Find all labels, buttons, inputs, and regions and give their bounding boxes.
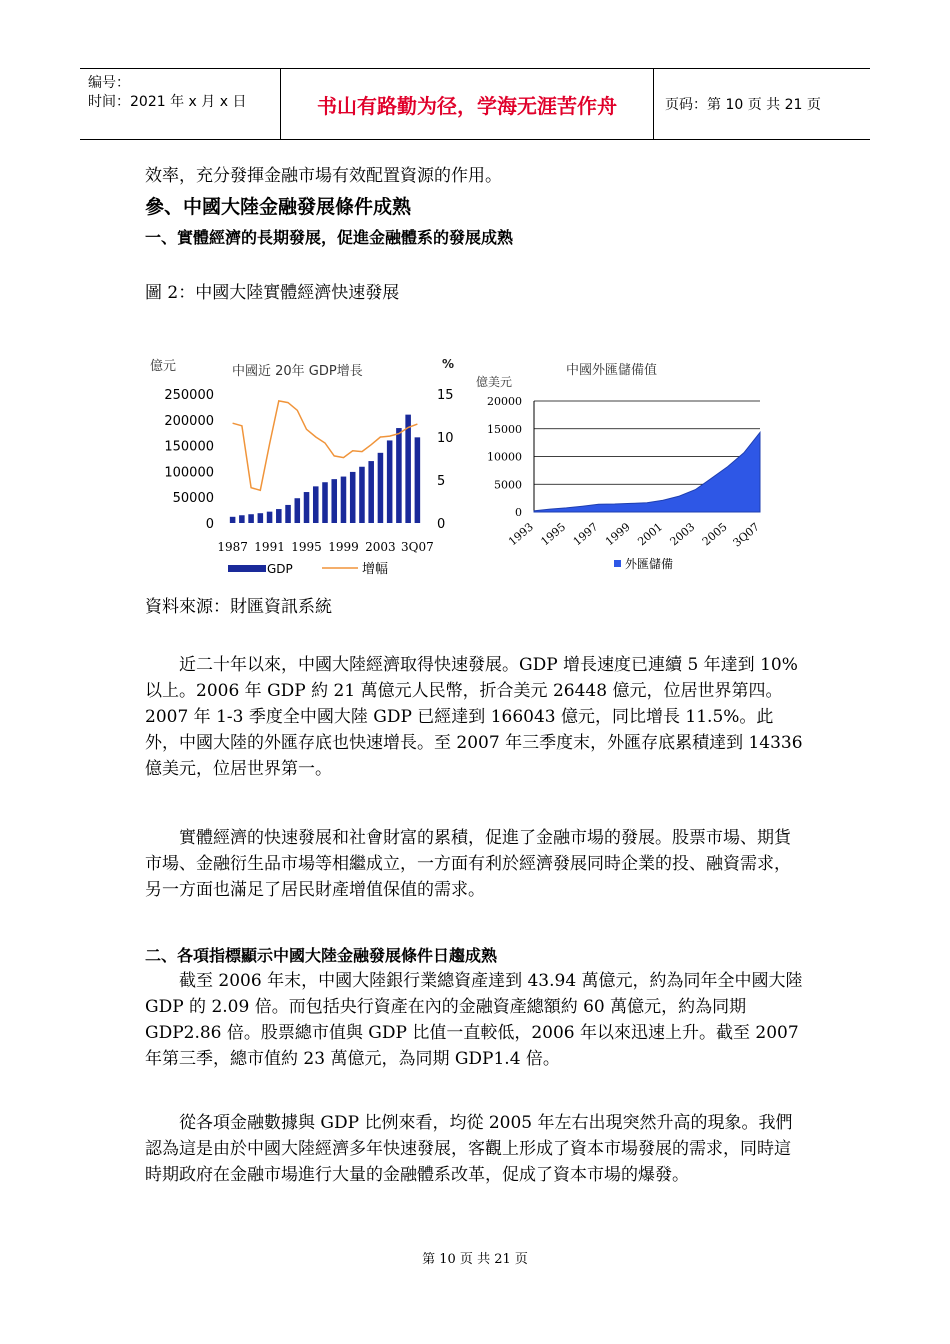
fx-x-tick-label: 2003 — [667, 520, 698, 549]
fx-axis-title: 億美元 — [476, 375, 513, 389]
gdp-left-tick-label: 0 — [205, 517, 214, 532]
gdp-left-axis-title: 億元 — [150, 359, 177, 374]
gdp-right-tick-label: 5 — [437, 474, 446, 489]
gdp-bar — [230, 517, 236, 523]
gdp-bar — [258, 513, 264, 523]
fx-x-tick-label: 1993 — [506, 520, 536, 549]
gdp-right-axis-title: % — [442, 357, 455, 371]
document-header — [80, 68, 870, 140]
gdp-left-tick-label: 100000 — [164, 465, 214, 481]
fx-x-tick-label: 3Q07 — [730, 520, 762, 550]
paragraph-conclusion: 從各項金融數據與 GDP 比例來看，均從 2005 年左右出現突然升高的現象。我們認為這是由於中國大陸經濟多年快速發展，客觀上形成了資本市場發展的需求，同時這時期政府在金融市場進行大量的金融體系改革，促成了資本市場的爆發。 — [145, 1113, 793, 1185]
header-meta-cell — [80, 69, 280, 139]
header-motto: 书山有路勤为径，学海无涯苦作舟 — [317, 94, 617, 118]
fx-y-tick-label: 10000 — [487, 450, 522, 464]
gdp-x-tick-label: 1991 — [254, 540, 285, 554]
header-page-label: 页码：第 10 页 共 21 页 — [665, 97, 821, 113]
section-heading: 參、中國大陸金融發展條件成熟 — [145, 196, 412, 218]
gdp-bar — [341, 477, 347, 523]
gdp-right-tick-label: 15 — [437, 388, 454, 403]
fx-x-tick-label: 1997 — [570, 520, 601, 549]
header-number-label: 编号： — [88, 75, 130, 91]
gdp-bar — [285, 505, 291, 523]
gdp-bar — [304, 492, 310, 523]
gdp-bar — [239, 515, 245, 523]
gdp-legend-swatch — [228, 565, 266, 572]
gdp-bar — [322, 482, 328, 523]
gdp-x-tick-label: 1995 — [291, 540, 322, 554]
gdp-left-tick-label: 150000 — [164, 439, 214, 455]
fx-reserves-area — [534, 432, 760, 512]
gdp-bar — [405, 415, 411, 523]
fx-x-tick-label: 2005 — [699, 520, 730, 549]
fx-legend-swatch — [614, 560, 621, 567]
fx-chart-title: 中國外匯儲備值 — [566, 363, 658, 378]
header-page-cell — [653, 69, 870, 139]
gdp-left-tick-label: 250000 — [164, 388, 214, 403]
gdp-x-tick-label: 1987 — [217, 540, 248, 554]
gdp-x-tick-label: 2003 — [365, 540, 396, 554]
gdp-bar — [248, 514, 254, 523]
fx-y-tick-label: 20000 — [487, 395, 522, 408]
subsection-heading-2: 二、各項指標顯示中國大陸金融發展條件日趨成熟 — [145, 946, 498, 965]
source-note: 資料來源：財匯資訊系統 — [145, 597, 332, 617]
paragraph-gdp-growth: 近二十年以來，中國大陸經濟取得快速發展。GDP 增長速度已連續 5 年達到 10%以上。2006 年 GDP 約 21 萬億元人民幣，折合美元 26448 億元，位居世界第四。2007 年 1-3 季度全中國大陸 GDP 已經達到 166043 億元，同比增長 11.5%。此外，中國大陸的外匯存底也快速增長。至 2007 年三季度末，外匯存底累積達到 14336 億美元，位居世界第一。 — [145, 655, 803, 779]
gdp-right-tick-label: 10 — [437, 431, 454, 446]
gdp-x-tick-label: 1999 — [328, 540, 359, 554]
gdp-legend-label: GDP — [267, 562, 293, 576]
subsection-heading-1: 一、實體經濟的長期發展，促進金融體系的發展成熟 — [145, 228, 514, 247]
fx-y-tick-label: 15000 — [487, 422, 522, 436]
gdp-right-tick-label: 0 — [437, 517, 446, 532]
gdp-bar — [350, 472, 356, 523]
gdp-bar — [313, 486, 319, 523]
header-date-label: 时间：2021 年 x 月 x 日 — [88, 94, 247, 110]
growth-legend-label: 增幅 — [362, 562, 389, 577]
page-footer: 第 10 页 共 21 页 — [422, 1252, 528, 1267]
figure-caption: 圖 2：中國大陸實體經濟快速發展 — [145, 283, 400, 303]
fx-x-tick-label: 1995 — [538, 520, 569, 549]
fx-y-tick-label: 5000 — [494, 478, 522, 492]
paragraph-intro-tail: 效率，充分發揮金融市場有效配置資源的作用。 — [145, 166, 502, 186]
gdp-left-tick-label: 50000 — [172, 491, 214, 507]
gdp-bar — [396, 428, 402, 523]
gdp-growth-chart — [140, 350, 470, 585]
gdp-chart-title: 中國近 20年 GDP增長 — [232, 364, 363, 379]
paragraph-market-development: 實體經濟的快速發展和社會財富的累積，促進了金融市場的發展。股票市場、期貨市場、金融衍生品市場等相繼成立，一方面有利於經濟發展同時企業的投、融資需求，另一方面也滿足了居民財產增值保值的需求。 — [145, 828, 791, 900]
gdp-bar — [267, 512, 273, 523]
gdp-bar — [368, 461, 374, 523]
gdp-bar — [331, 479, 337, 523]
gdp-bar — [276, 509, 282, 523]
gdp-bar — [415, 437, 421, 523]
fx-legend-label: 外匯儲備 — [625, 557, 674, 571]
fx-y-tick-label: 0 — [515, 506, 522, 519]
header-motto-cell — [280, 69, 654, 139]
gdp-x-tick-label: 3Q07 — [401, 540, 434, 554]
fx-x-tick-label: 1999 — [602, 520, 633, 549]
gdp-bar — [295, 498, 301, 523]
fx-x-tick-label: 2001 — [635, 520, 666, 549]
fx-reserves-chart — [470, 350, 800, 585]
gdp-bar — [387, 440, 393, 523]
gdp-left-tick-label: 200000 — [164, 413, 214, 429]
gdp-bar — [378, 453, 384, 523]
gdp-bar — [359, 467, 365, 523]
paragraph-financial-indicators: 截至 2006 年末，中國大陸銀行業總資產達到 43.94 萬億元，約為同年全中國大陸 GDP 的 2.09 倍。而包括央行資產在內的金融資產總額約 60 萬億元，約為同期 GDP2.86 倍。股票總市值與 GDP 比值一直較低，2006 年以來迅速上升。截至 2007 年第三季，總市值約 23 萬億元，為同期 GDP1.4 倍。 — [145, 971, 803, 1069]
